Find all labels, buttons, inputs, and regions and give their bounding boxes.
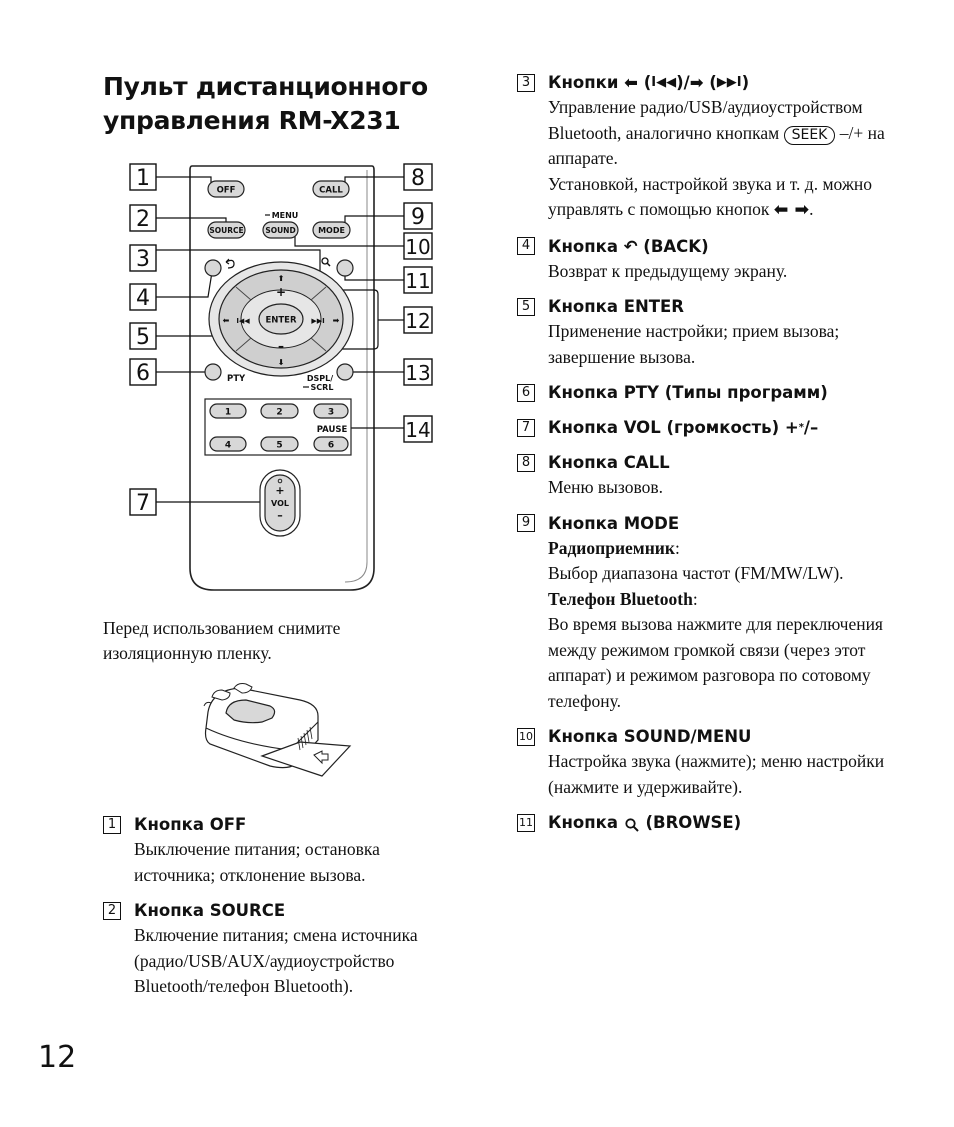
item-body: Включение питания; смена источника (радио/USB/AUX/аудиоустройство Bluetooth/телефон Bluetooth). bbox=[134, 925, 418, 996]
item-heading: Кнопка PTY (Типы программ) bbox=[548, 383, 828, 402]
callout-8: 8 bbox=[411, 166, 425, 191]
item-body: Во время вызова нажмите для переключения между режимом громкой связи (через этот аппарат) и режимом разговора по сотовому телефону. bbox=[548, 614, 883, 711]
preset-1-label: 1 bbox=[224, 407, 232, 418]
call-label: CALL bbox=[319, 185, 343, 196]
prev-track-icon: I◀◀ bbox=[236, 317, 250, 325]
item-heading: Кнопка ENTER bbox=[548, 297, 685, 316]
arrows-icon: ⬅ ➡ bbox=[773, 200, 810, 220]
insulation-film-illustration bbox=[200, 680, 360, 785]
item-heading: Кнопки bbox=[548, 73, 619, 92]
next-track-icon: ▶▶I bbox=[716, 75, 742, 90]
prev-track-icon: I◀◀ bbox=[651, 75, 677, 90]
item-number: 9 bbox=[517, 514, 535, 532]
mode-label: MODE bbox=[318, 226, 345, 235]
callout-14: 14 bbox=[405, 418, 431, 442]
callout-11: 11 bbox=[405, 269, 431, 293]
preset-6-label: 6 bbox=[327, 440, 335, 451]
up-arrow-icon: ⬆ bbox=[277, 274, 285, 283]
item-number: 11 bbox=[517, 814, 535, 832]
item-body: Настройка звука (нажмите); меню настройки (нажмите и удерживайте). bbox=[548, 751, 885, 797]
right-arrow-icon: ➡ bbox=[332, 316, 340, 325]
browse-button[interactable] bbox=[337, 260, 353, 276]
item-body bbox=[548, 95, 897, 172]
item-heading: Кнопка MODE bbox=[548, 513, 680, 533]
preset-4-label: 4 bbox=[224, 440, 232, 451]
page-number: 12 bbox=[38, 1040, 77, 1075]
item-number: 6 bbox=[517, 384, 535, 402]
source-label: SOURCE bbox=[209, 226, 244, 235]
subhead-label: Телефон Bluetooth bbox=[548, 588, 693, 609]
item-number: 8 bbox=[517, 454, 535, 472]
item-4-back bbox=[517, 234, 897, 285]
item-body: Выбор диапазона частот (FM/MW/LW). bbox=[548, 563, 844, 583]
next-track-icon: ▶▶I bbox=[311, 317, 325, 325]
off-label: OFF bbox=[216, 185, 236, 196]
item-number: 1 bbox=[103, 816, 121, 834]
item-number: 5 bbox=[517, 298, 535, 316]
item-heading: Кнопка SOUND/MENU bbox=[548, 727, 752, 746]
subhead-label: Радиоприемник bbox=[548, 537, 675, 558]
dspl-button[interactable] bbox=[337, 364, 353, 380]
item-8-call bbox=[517, 450, 897, 501]
left-arrow-icon: ⬅ bbox=[624, 73, 638, 92]
preset-5-label: 5 bbox=[276, 440, 283, 451]
page-title bbox=[103, 70, 483, 138]
subhead-colon: : bbox=[692, 588, 698, 609]
left-column bbox=[103, 812, 463, 1010]
footnote-mark: * bbox=[798, 422, 804, 433]
item-9-mode bbox=[517, 511, 897, 715]
left-arrow-icon: ⬅ bbox=[222, 316, 230, 325]
back-button[interactable] bbox=[205, 260, 221, 276]
seek-button-label: SEEK bbox=[784, 126, 836, 145]
search-icon bbox=[624, 815, 640, 831]
item-body: Возврат к предыдущему экрану. bbox=[548, 260, 788, 281]
minus-label: – bbox=[278, 339, 284, 353]
vol-label: VOL bbox=[271, 499, 289, 508]
callout-9: 9 bbox=[411, 205, 425, 230]
right-column bbox=[517, 70, 897, 845]
callout-5: 5 bbox=[136, 325, 150, 350]
item-body: Выключение питания; остановка источника; отклонение вызова. bbox=[134, 839, 380, 885]
item-5-enter bbox=[517, 294, 897, 370]
item-body-text: . bbox=[809, 199, 814, 219]
callout-10: 10 bbox=[405, 235, 431, 259]
heading-separator: )/ bbox=[676, 73, 690, 92]
callout-3: 3 bbox=[136, 247, 150, 272]
item-number: 3 bbox=[517, 74, 535, 92]
item-heading: Кнопка VOL (громкость) + bbox=[548, 418, 799, 437]
down-arrow-icon: ⬇ bbox=[277, 358, 285, 367]
item-10-sound-menu bbox=[517, 724, 897, 800]
heading-paren: ( bbox=[709, 73, 717, 92]
back-icon: ↶ bbox=[623, 236, 638, 256]
right-arrow-icon: ➡ bbox=[689, 73, 704, 92]
item-body-text: Установкой, настройкой звука и т. д. можно управлять с помощью кнопок bbox=[548, 173, 873, 219]
item-number: 7 bbox=[517, 419, 535, 437]
heading-paren: ( bbox=[643, 73, 652, 92]
item-heading: Кнопка bbox=[548, 236, 618, 256]
scrl-label: SCRL bbox=[310, 383, 334, 392]
item-heading: Кнопка OFF bbox=[134, 815, 247, 834]
remote-control-diagram bbox=[120, 160, 450, 600]
pause-label: PAUSE bbox=[316, 425, 348, 435]
item-number: 4 bbox=[517, 237, 535, 255]
item-heading: /– bbox=[803, 418, 819, 437]
item-body bbox=[548, 172, 897, 224]
enter-label: ENTER bbox=[265, 315, 297, 326]
item-number: 2 bbox=[103, 902, 121, 920]
item-heading: Кнопка bbox=[548, 813, 618, 832]
item-body: Применение настройки; прием вызова; завершение вызова. bbox=[548, 321, 840, 367]
subhead-bluetooth bbox=[548, 587, 897, 613]
title-line-1: Пульт дистанционного bbox=[103, 72, 428, 101]
callout-12: 12 bbox=[405, 309, 431, 333]
callout-2: 2 bbox=[136, 207, 150, 232]
plus-label: + bbox=[275, 285, 287, 299]
heading-paren: ) bbox=[741, 73, 750, 92]
pty-label: PTY bbox=[227, 374, 246, 384]
item-2-source bbox=[103, 898, 463, 1000]
callout-1: 1 bbox=[136, 166, 150, 191]
item-heading: (BROWSE) bbox=[645, 813, 742, 832]
vol-plus-label: + bbox=[275, 484, 285, 497]
callout-4: 4 bbox=[136, 286, 150, 311]
item-1-off bbox=[103, 812, 463, 888]
callout-6: 6 bbox=[136, 361, 150, 386]
item-7-vol bbox=[517, 415, 897, 440]
insulation-note: Перед использованием снимите изоляционную пленку. bbox=[103, 618, 341, 663]
sound-label: SOUND bbox=[265, 226, 296, 235]
preset-2-label: 2 bbox=[276, 407, 283, 418]
callout-13: 13 bbox=[405, 361, 431, 385]
item-6-pty bbox=[517, 380, 897, 405]
callout-7: 7 bbox=[136, 491, 150, 516]
item-11-browse bbox=[517, 810, 897, 835]
item-body-text: Управление радио/USB/аудиоустройством Bluetooth, аналогично кнопкам bbox=[548, 97, 863, 143]
preset-3-label: 3 bbox=[327, 407, 335, 418]
menu-label: MENU bbox=[271, 211, 299, 220]
pty-button[interactable] bbox=[205, 364, 221, 380]
subhead-radio bbox=[548, 536, 897, 562]
item-heading: (BACK) bbox=[643, 236, 709, 256]
item-body: Меню вызовов. bbox=[548, 477, 664, 497]
vol-minus-label: – bbox=[277, 509, 283, 522]
item-number: 10 bbox=[517, 728, 535, 746]
title-line-2: управления RM-X231 bbox=[103, 106, 401, 135]
dspl-label: DSPL/ bbox=[306, 374, 334, 383]
item-heading: Кнопка CALL bbox=[548, 453, 670, 472]
subhead-colon: : bbox=[674, 537, 680, 558]
item-body-text: –/+ на аппарате. bbox=[548, 122, 885, 168]
item-3-seek-buttons bbox=[517, 70, 897, 224]
item-heading: Кнопка SOURCE bbox=[134, 901, 286, 920]
